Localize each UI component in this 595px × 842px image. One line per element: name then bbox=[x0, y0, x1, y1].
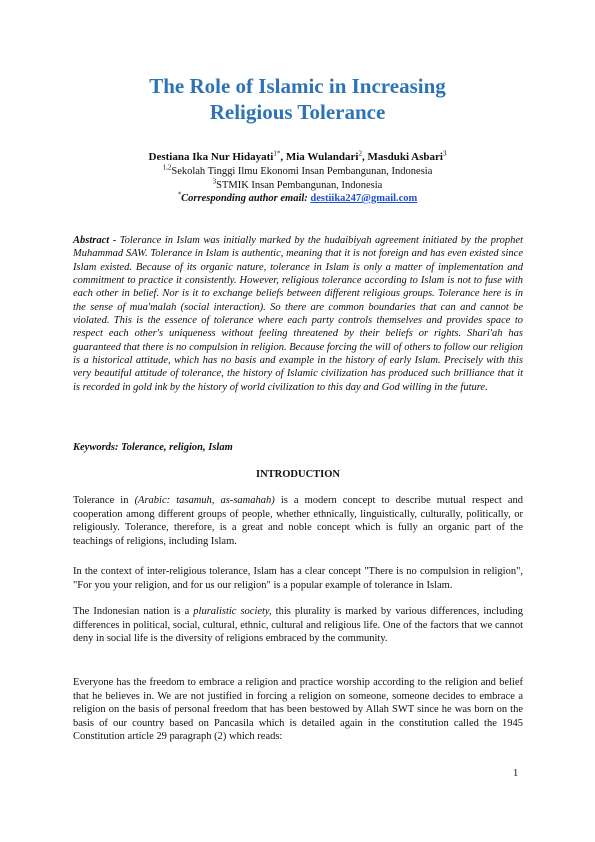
corresponding-author bbox=[60, 192, 535, 206]
abstract-label: Abstract bbox=[73, 235, 110, 246]
affiliation-2 bbox=[60, 179, 535, 193]
p1-part-c: is a modern concept to describe mutual respect and cooperation among different groups of people, whether ethnically, linguistically, culturally, politically, or religiously. Tolerance, therefore, is a great and noble concept which is fully an organic part of the teachings of religions, including Islam. bbox=[73, 495, 524, 547]
affiliation-1-text: Sekolah Tinggi Ilmu Ekonomi Insan Pembangunan, Indonesia bbox=[171, 166, 433, 177]
intro-paragraph-3 bbox=[73, 605, 523, 646]
abstract-text: - Tolerance in Islam was initially marked by the hudaibiyah agreement initiated by the prophet Muhammad SAW. Tolerance in Islam is authentic, meaning that it is not foreign and has even existed since Islam existed. Because of its organic nature, tolerance in Islam is only a matter of implementation and commitment to practice it consistently. However, religious tolerance according to Islam is not to fuse with each other in belief. Nor is it to exchange beliefs between different religious groups. Tolerance here is in the sense of mua'malah (social interaction). So there are common boundaries that can and cannot be violated. This is the essence of tolerance where each party controls themselves and provides space to respect each other's uniqueness without feeling threatened by their beliefs or rights. Shari'ah has guaranteed that there is no compulsion in religion. Because forcing the will of others to follow our religion is a historical attitude, which has no basis and example in the history of early Islam. Precisely with this very beautiful attitude of tolerance, the history of Islamic civilization has produced such brilliance that it is recorded in gold ink by the history of world civilization to this day and God willing in the future. bbox=[73, 235, 523, 393]
affiliation-2-text: STMIK Insan Pembangunan, Indonesia bbox=[216, 180, 383, 191]
author-1-affil: 1* bbox=[273, 149, 281, 158]
affiliation-1-sup: 1,2 bbox=[162, 163, 172, 172]
affiliation-1 bbox=[60, 165, 535, 179]
p3-part-b: pluralistic society, bbox=[193, 606, 272, 617]
affiliation-2-sup: 3 bbox=[212, 177, 217, 186]
page-number: 1 bbox=[513, 768, 519, 779]
paper-title bbox=[60, 73, 535, 125]
author-2-affil: 2 bbox=[358, 149, 362, 158]
p1-part-a: Tolerance in bbox=[73, 495, 135, 506]
author-2: , Mia Wulandari bbox=[280, 151, 359, 163]
author-1: Destiana Ika Nur Hidayati bbox=[148, 151, 274, 163]
title-line-1: The Role of Islamic in Increasing bbox=[149, 74, 446, 98]
section-heading-introduction: INTRODUCTION bbox=[255, 469, 340, 480]
p1-part-b: (Arabic: tasamuh, as-samahah) bbox=[134, 495, 275, 506]
intro-paragraph-2: In the context of inter-religious tolerance, Islam has a clear concept "There is no compulsion in religion", "For you your religion, and for us our religion" is a popular example of tolerance in Islam. bbox=[73, 566, 523, 591]
corresponding-email-link[interactable]: destiika247@gmail.com bbox=[310, 193, 418, 204]
keywords: Keywords: Tolerance, religion, Islam bbox=[73, 442, 233, 453]
p3-part-c: this plurality is marked by various differences, including differences in political, social, cultural, ethnic, cultural and religious life. One of the factors that we cannot deny in social life is the diversity of religions embraced by the community. bbox=[73, 606, 523, 645]
corresponding-sup: * bbox=[177, 190, 182, 199]
author-3: , Masduki Asbari bbox=[361, 151, 443, 163]
abstract bbox=[73, 234, 523, 394]
title-line-2: Religious Tolerance bbox=[209, 100, 386, 124]
author-3-affil: 3 bbox=[442, 149, 447, 158]
author-list bbox=[60, 150, 535, 164]
intro-paragraph-4: Everyone has the freedom to embrace a religion and practice worship according to the religion and belief that he believes in. We are not justified in forcing a religion on someone, someone decides to embrace a religion on the basis of personal freedom that has been bestowed by Allah SWT since he was born on the basis of our country based on Pancasila which is detailed again in the constitution called the 1945 Constitution article 29 paragraph (2) which reads: bbox=[73, 677, 523, 743]
intro-paragraph-1 bbox=[73, 494, 523, 548]
corresponding-label: Corresponding author email: bbox=[181, 193, 311, 204]
p3-part-a: The Indonesian nation is a bbox=[73, 606, 194, 617]
